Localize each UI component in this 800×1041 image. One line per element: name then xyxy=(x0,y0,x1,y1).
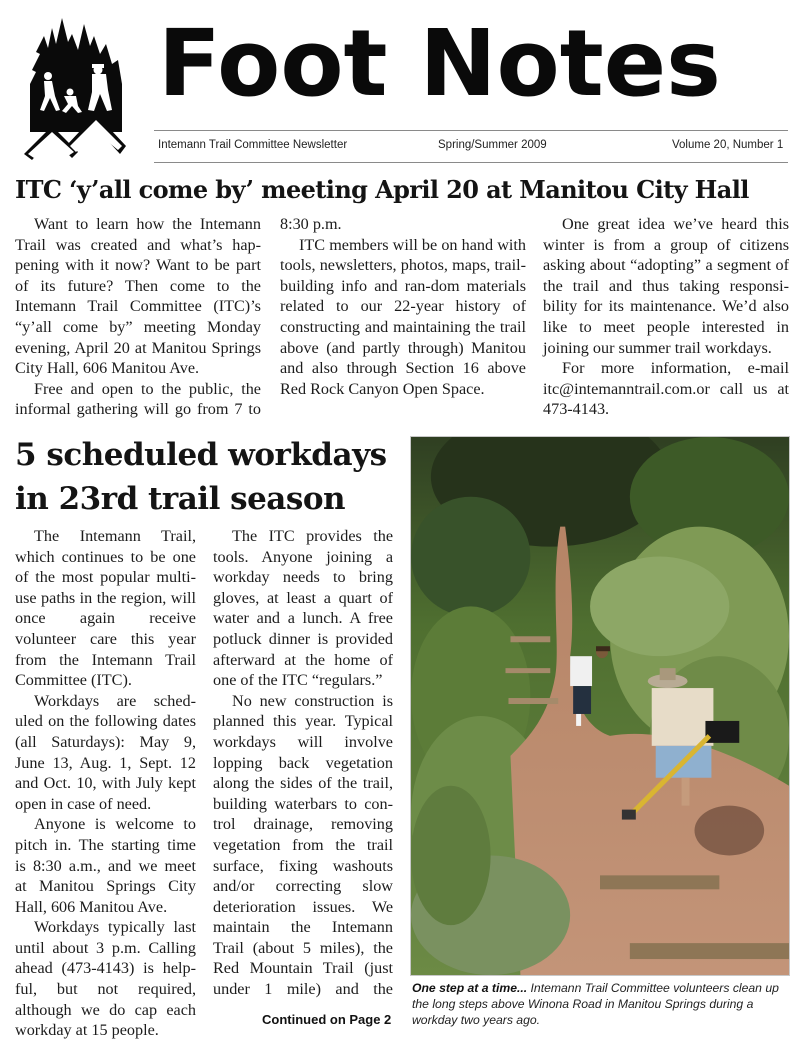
paragraph: Workdays typically last until about 3 p.m. Calling ahead (473-4143) is help-ful, but not required, although we do cap each workday at 15 people. xyxy=(15,918,196,1040)
caption-lead: One step at a time... xyxy=(412,981,528,995)
meeting-headline: ITC ‘y’all come by’ meeting April 20 at Manitou City Hall xyxy=(15,175,749,204)
paragraph: One great idea we’ve heard this winter is from a group of citizens asking about “adopting” a segment of the trail and thus taking responsi-bility for its maintenance. We’d also like to meet people interested in joining our summer trail workdays. xyxy=(543,215,789,357)
trees-silhouette xyxy=(30,18,122,132)
workdays-headline-line-1: 5 scheduled workdays xyxy=(15,437,387,473)
paragraph: 8:30 p.m. xyxy=(280,215,342,233)
trail-workday-photo xyxy=(410,436,790,976)
newsletter-title: Foot Notes xyxy=(158,10,721,117)
paragraph: Workdays are sched-uled on the following dates (all Saturdays): May 9, June 13, Aug. 1, Sept. 12 and Oct. 10, with July kept open in case of need. xyxy=(15,691,196,813)
paragraph: No new construction is planned this year. Typical workdays will involve lopping back vegetation along the sides of the trail, building waterbars to con-trol drainage, removing vegetation from the trail surface, fixing washouts and/or correcting slow deterioration issues. We maintain the Intemann Trail (about 5 miles), the Red Mountain Trail (just under 1 mile) and the xyxy=(213,691,393,999)
paragraph: Anyone is welcome to pitch in. The starting time is 8:30 a.m., and we meet at Manitou Springs City Hall, 606 Manitou Ave. xyxy=(15,815,196,916)
caption-text: Intemann Trail Committee volunteers clean up the long steps above Winona Road in Manitou Springs during a workday two years ago. xyxy=(412,981,779,1027)
paragraph: The ITC provides the tools. Anyone joining a workday needs to bring gloves, at least a quart of water and a lunch. A free potluck dinner is provided afterward at the home of one of the ITC “regulars.” xyxy=(213,527,393,690)
paragraph: Want to learn how the Intemann Trail was created and what’s hap-pening with it now? Want to be part of its future? Then come to the Intemann Trail Committee (ITC)’s “y’all come by” meeting Monday evening, April 20 at Manitou Springs City Hall, 606 Manitou Ave. xyxy=(15,215,261,378)
meeting-article-column-1 xyxy=(15,214,261,420)
workdays-headline-line-2: in 23rd trail season xyxy=(15,481,346,517)
workdays-headline xyxy=(15,433,400,521)
paragraph: ITC members will be on hand with tools, newsletters, photos, maps, trail-building info and ran-dom materials related to our 22-year history of constructing and maintaining the trail above (and partly through) Manitou and also through Section 16 above Red Rock Canyon Open Space. xyxy=(280,235,526,398)
paragraph: For more information, e-mail itc@intemanntrail.com.or call us at 473-4143. xyxy=(543,359,789,419)
meeting-article-column-3 xyxy=(543,214,789,420)
continued-link[interactable]: Continued on Page 2 xyxy=(262,1012,392,1027)
paragraph: Free and open to the public, the informal gathering will go from 7 to xyxy=(15,379,261,419)
header-rule-bottom xyxy=(154,162,788,163)
issue-season: Spring/Summer 2009 xyxy=(438,139,547,151)
meeting-article-column-2 xyxy=(280,214,526,399)
workdays-article-column-1 xyxy=(15,526,196,1041)
workdays-article-column-2 xyxy=(213,526,393,1000)
organization-name: Intemann Trail Committee Newsletter xyxy=(158,139,348,151)
photo-caption xyxy=(412,980,788,1028)
trail-committee-logo xyxy=(22,14,130,166)
header-rule-top xyxy=(154,130,788,131)
paragraph: The Intemann Trail, which continues to be one of the most popular multi-use paths in the region, will once again receive volunteer care this year from the Intemann Trail Committee (ITC). xyxy=(15,527,196,690)
issue-volume: Volume 20, Number 1 xyxy=(672,139,784,151)
